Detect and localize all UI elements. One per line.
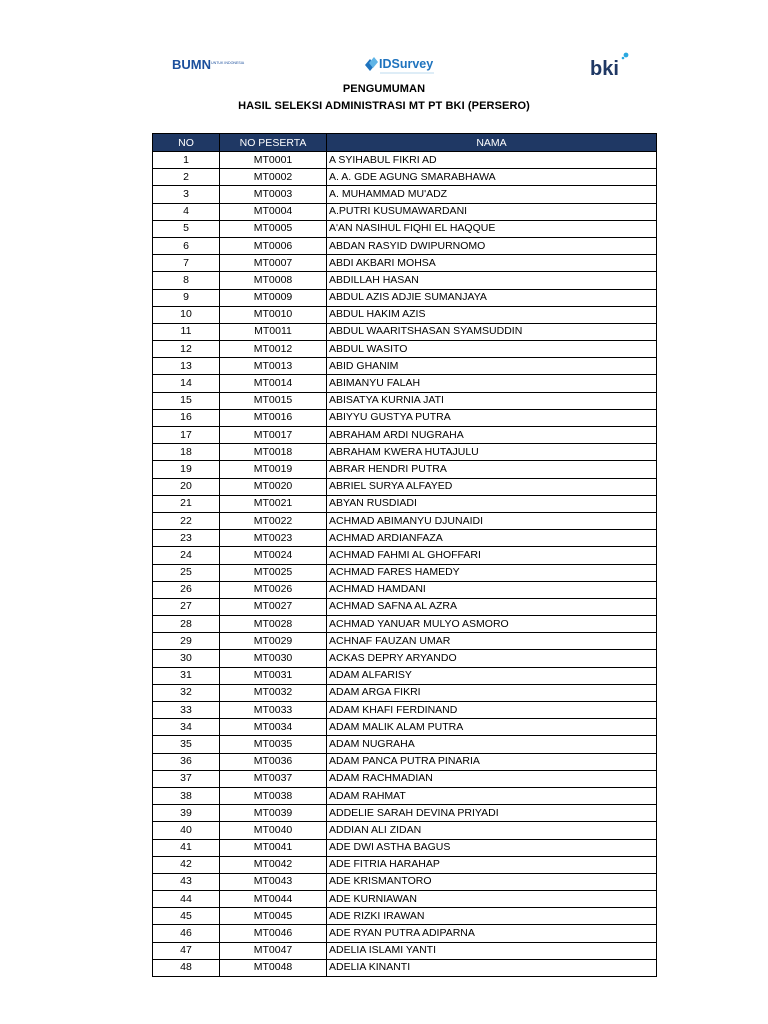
cell-no: 20 — [153, 478, 220, 495]
cell-no-peserta: MT0015 — [220, 392, 327, 409]
cell-nama: ADAM ALFARISY — [327, 667, 657, 684]
cell-nama: ACHMAD FAHMI AL GHOFFARI — [327, 547, 657, 564]
cell-no: 39 — [153, 805, 220, 822]
table-row — [153, 770, 657, 787]
cell-no-peserta: MT0012 — [220, 341, 327, 358]
cell-no-peserta: MT0047 — [220, 942, 327, 959]
cell-no-peserta: MT0030 — [220, 650, 327, 667]
cell-no-peserta: MT0013 — [220, 358, 327, 375]
table-row — [153, 186, 657, 203]
cell-nama: ADE KRISMANTORO — [327, 873, 657, 890]
cell-no-peserta: MT0004 — [220, 203, 327, 220]
cell-no-peserta: MT0029 — [220, 633, 327, 650]
cell-no: 33 — [153, 702, 220, 719]
table-row — [153, 530, 657, 547]
cell-no: 9 — [153, 289, 220, 306]
cell-no-peserta: MT0008 — [220, 272, 327, 289]
cell-no-peserta: MT0035 — [220, 736, 327, 753]
cell-no-peserta: MT0022 — [220, 512, 327, 529]
table-row — [153, 822, 657, 839]
cell-no: 10 — [153, 306, 220, 323]
cell-no-peserta: MT0010 — [220, 306, 327, 323]
cell-no-peserta: MT0019 — [220, 461, 327, 478]
cell-nama: ACHMAD FARES HAMEDY — [327, 564, 657, 581]
cell-nama: ADELIA KINANTI — [327, 959, 657, 976]
cell-nama: ABDUL HAKIM AZIS — [327, 306, 657, 323]
table-row — [153, 787, 657, 804]
cell-no-peserta: MT0002 — [220, 169, 327, 186]
cell-nama: ABDUL AZIS ADJIE SUMANJAYA — [327, 289, 657, 306]
cell-no-peserta: MT0025 — [220, 564, 327, 581]
cell-no: 43 — [153, 873, 220, 890]
table-row — [153, 839, 657, 856]
table-row — [153, 547, 657, 564]
cell-no-peserta: MT0028 — [220, 616, 327, 633]
cell-nama: A.PUTRI KUSUMAWARDANI — [327, 203, 657, 220]
cell-no: 36 — [153, 753, 220, 770]
bumn-logo — [172, 56, 245, 74]
cell-no-peserta: MT0041 — [220, 839, 327, 856]
cell-no: 32 — [153, 684, 220, 701]
table-row — [153, 616, 657, 633]
cell-no-peserta: MT0045 — [220, 908, 327, 925]
column-header-no: NO — [153, 134, 220, 152]
table-row — [153, 323, 657, 340]
table-row — [153, 856, 657, 873]
table-row — [153, 736, 657, 753]
cell-nama: ADAM NUGRAHA — [327, 736, 657, 753]
cell-no: 21 — [153, 495, 220, 512]
cell-no: 7 — [153, 255, 220, 272]
cell-no: 13 — [153, 358, 220, 375]
cell-no-peserta: MT0005 — [220, 220, 327, 237]
cell-nama: A. MUHAMMAD MU'ADZ — [327, 186, 657, 203]
cell-no-peserta: MT0018 — [220, 444, 327, 461]
cell-no-peserta: MT0031 — [220, 667, 327, 684]
cell-no-peserta: MT0003 — [220, 186, 327, 203]
cell-nama: ABID GHANIM — [327, 358, 657, 375]
cell-no: 12 — [153, 341, 220, 358]
table-row — [153, 598, 657, 615]
table-row — [153, 633, 657, 650]
cell-nama: ADE DWI ASTHA BAGUS — [327, 839, 657, 856]
cell-nama: ACHMAD YANUAR MULYO ASMORO — [327, 616, 657, 633]
results-table — [152, 133, 657, 977]
table-row — [153, 719, 657, 736]
cell-no-peserta: MT0007 — [220, 255, 327, 272]
cell-no-peserta: MT0044 — [220, 891, 327, 908]
cell-no: 25 — [153, 564, 220, 581]
cell-no: 46 — [153, 925, 220, 942]
cell-no: 19 — [153, 461, 220, 478]
cell-no-peserta: MT0014 — [220, 375, 327, 392]
cell-no: 24 — [153, 547, 220, 564]
cell-no-peserta: MT0042 — [220, 856, 327, 873]
column-header-nama: NAMA — [327, 134, 657, 152]
cell-nama: ACHNAF FAUZAN UMAR — [327, 633, 657, 650]
cell-no: 44 — [153, 891, 220, 908]
bki-logo — [588, 50, 632, 78]
table-row — [153, 873, 657, 890]
cell-no: 17 — [153, 427, 220, 444]
cell-nama: ABYAN RUSDIADI — [327, 495, 657, 512]
cell-nama: ADE RYAN PUTRA ADIPARNA — [327, 925, 657, 942]
cell-nama: ABDILLAH HASAN — [327, 272, 657, 289]
table-row — [153, 341, 657, 358]
cell-no: 48 — [153, 959, 220, 976]
cell-nama: ADAM PANCA PUTRA PINARIA — [327, 753, 657, 770]
table-row — [153, 805, 657, 822]
cell-nama: ACHMAD ARDIANFAZA — [327, 530, 657, 547]
cell-nama: A'AN NASIHUL FIQHI EL HAQQUE — [327, 220, 657, 237]
cell-no: 47 — [153, 942, 220, 959]
table-row — [153, 237, 657, 254]
cell-no: 30 — [153, 650, 220, 667]
cell-no: 38 — [153, 787, 220, 804]
idsurvey-emblem-icon — [365, 57, 378, 71]
table-row — [153, 753, 657, 770]
cell-no: 35 — [153, 736, 220, 753]
table-row — [153, 220, 657, 237]
cell-no: 14 — [153, 375, 220, 392]
cell-no: 11 — [153, 323, 220, 340]
cell-nama: ABRAHAM KWERA HUTAJULU — [327, 444, 657, 461]
bki-star-icon — [622, 53, 629, 60]
cell-no-peserta: MT0027 — [220, 598, 327, 615]
cell-no: 3 — [153, 186, 220, 203]
table-row — [153, 512, 657, 529]
idsurvey-logo-text: IDSurvey — [379, 57, 434, 71]
cell-no-peserta: MT0046 — [220, 925, 327, 942]
table-row — [153, 667, 657, 684]
table-row — [153, 564, 657, 581]
table-row — [153, 495, 657, 512]
cell-nama: ADDIAN ALI ZIDAN — [327, 822, 657, 839]
cell-no-peserta: MT0048 — [220, 959, 327, 976]
cell-nama: ADAM RACHMADIAN — [327, 770, 657, 787]
cell-no: 4 — [153, 203, 220, 220]
cell-no: 8 — [153, 272, 220, 289]
cell-no: 15 — [153, 392, 220, 409]
cell-nama: ABIYYU GUSTYA PUTRA — [327, 409, 657, 426]
cell-no: 45 — [153, 908, 220, 925]
cell-no: 6 — [153, 237, 220, 254]
cell-no: 28 — [153, 616, 220, 633]
table-row — [153, 169, 657, 186]
table-row — [153, 942, 657, 959]
table-row — [153, 461, 657, 478]
table-row — [153, 891, 657, 908]
table-row — [153, 409, 657, 426]
cell-no: 2 — [153, 169, 220, 186]
cell-nama: ABDUL WASITO — [327, 341, 657, 358]
cell-nama: ADAM ARGA FIKRI — [327, 684, 657, 701]
cell-no-peserta: MT0020 — [220, 478, 327, 495]
cell-no: 18 — [153, 444, 220, 461]
cell-no: 27 — [153, 598, 220, 615]
cell-no-peserta: MT0023 — [220, 530, 327, 547]
cell-nama: ABRAR HENDRI PUTRA — [327, 461, 657, 478]
bumn-logo-subtext: UNTUK INDONESIA — [211, 61, 245, 65]
cell-no-peserta: MT0024 — [220, 547, 327, 564]
cell-no: 5 — [153, 220, 220, 237]
table-row — [153, 392, 657, 409]
cell-no: 23 — [153, 530, 220, 547]
cell-no-peserta: MT0009 — [220, 289, 327, 306]
cell-nama: ADAM RAHMAT — [327, 787, 657, 804]
cell-nama: ADE KURNIAWAN — [327, 891, 657, 908]
table-row — [153, 358, 657, 375]
cell-nama: ACHMAD HAMDANI — [327, 581, 657, 598]
table-body — [153, 152, 657, 977]
cell-nama: ADAM MALIK ALAM PUTRA — [327, 719, 657, 736]
table-row — [153, 289, 657, 306]
cell-no: 1 — [153, 152, 220, 169]
cell-nama: ABIMANYU FALAH — [327, 375, 657, 392]
cell-no-peserta: MT0033 — [220, 702, 327, 719]
cell-no-peserta: MT0043 — [220, 873, 327, 890]
table-row — [153, 581, 657, 598]
cell-no: 31 — [153, 667, 220, 684]
cell-no-peserta: MT0032 — [220, 684, 327, 701]
table-row — [153, 375, 657, 392]
cell-no-peserta: MT0011 — [220, 323, 327, 340]
cell-no-peserta: MT0006 — [220, 237, 327, 254]
table-row — [153, 702, 657, 719]
cell-nama: ADE RIZKI IRAWAN — [327, 908, 657, 925]
cell-no-peserta: MT0039 — [220, 805, 327, 822]
column-header-no-peserta: NO PESERTA — [220, 134, 327, 152]
cell-no: 37 — [153, 770, 220, 787]
cell-nama: ABISATYA KURNIA JATI — [327, 392, 657, 409]
cell-no: 40 — [153, 822, 220, 839]
bki-logo-text: bki — [590, 58, 619, 80]
cell-nama: ACHMAD ABIMANYU DJUNAIDI — [327, 512, 657, 529]
table-row — [153, 203, 657, 220]
table-row — [153, 272, 657, 289]
cell-nama: ADAM KHAFI FERDINAND — [327, 702, 657, 719]
cell-no-peserta: MT0017 — [220, 427, 327, 444]
table-row — [153, 152, 657, 169]
table-row — [153, 444, 657, 461]
cell-no: 26 — [153, 581, 220, 598]
cell-no: 22 — [153, 512, 220, 529]
cell-nama: ABDI AKBARI MOHSA — [327, 255, 657, 272]
cell-no-peserta: MT0034 — [220, 719, 327, 736]
cell-no-peserta: MT0026 — [220, 581, 327, 598]
cell-no: 42 — [153, 856, 220, 873]
cell-nama: ABDUL WAARITSHASAN SYAMSUDDIN — [327, 323, 657, 340]
cell-no: 34 — [153, 719, 220, 736]
idsurvey-logo — [362, 53, 444, 77]
table-row — [153, 427, 657, 444]
table-row — [153, 650, 657, 667]
table-row — [153, 684, 657, 701]
table-row — [153, 959, 657, 976]
cell-nama: ADELIA ISLAMI YANTI — [327, 942, 657, 959]
cell-no-peserta: MT0037 — [220, 770, 327, 787]
cell-no-peserta: MT0016 — [220, 409, 327, 426]
bumn-logo-text: BUMN — [172, 57, 211, 72]
cell-nama: A. A. GDE AGUNG SMARABHAWA — [327, 169, 657, 186]
cell-no: 41 — [153, 839, 220, 856]
cell-no-peserta: MT0001 — [220, 152, 327, 169]
table-row — [153, 478, 657, 495]
cell-no-peserta: MT0040 — [220, 822, 327, 839]
table-row — [153, 908, 657, 925]
cell-nama: ACHMAD SAFNA AL AZRA — [327, 598, 657, 615]
cell-nama: ACKAS DEPRY ARYANDO — [327, 650, 657, 667]
table-row — [153, 925, 657, 942]
document-title: PENGUMUMAN — [342, 83, 426, 95]
cell-no-peserta: MT0038 — [220, 787, 327, 804]
table-row — [153, 255, 657, 272]
cell-nama: ABRAHAM ARDI NUGRAHA — [327, 427, 657, 444]
cell-nama: A SYIHABUL FIKRI AD — [327, 152, 657, 169]
cell-nama: ABRIEL SURYA ALFAYED — [327, 478, 657, 495]
cell-no-peserta: MT0021 — [220, 495, 327, 512]
cell-no: 29 — [153, 633, 220, 650]
cell-nama: ABDAN RASYID DWIPURNOMO — [327, 237, 657, 254]
cell-no: 16 — [153, 409, 220, 426]
table-header-row — [153, 134, 657, 152]
cell-nama: ADDELIE SARAH DEVINA PRIYADI — [327, 805, 657, 822]
document-subtitle: HASIL SELEKSI ADMINISTRASI MT PT BKI (PERSERO) — [238, 100, 530, 112]
table-row — [153, 306, 657, 323]
cell-nama: ADE FITRIA HARAHAP — [327, 856, 657, 873]
cell-no-peserta: MT0036 — [220, 753, 327, 770]
